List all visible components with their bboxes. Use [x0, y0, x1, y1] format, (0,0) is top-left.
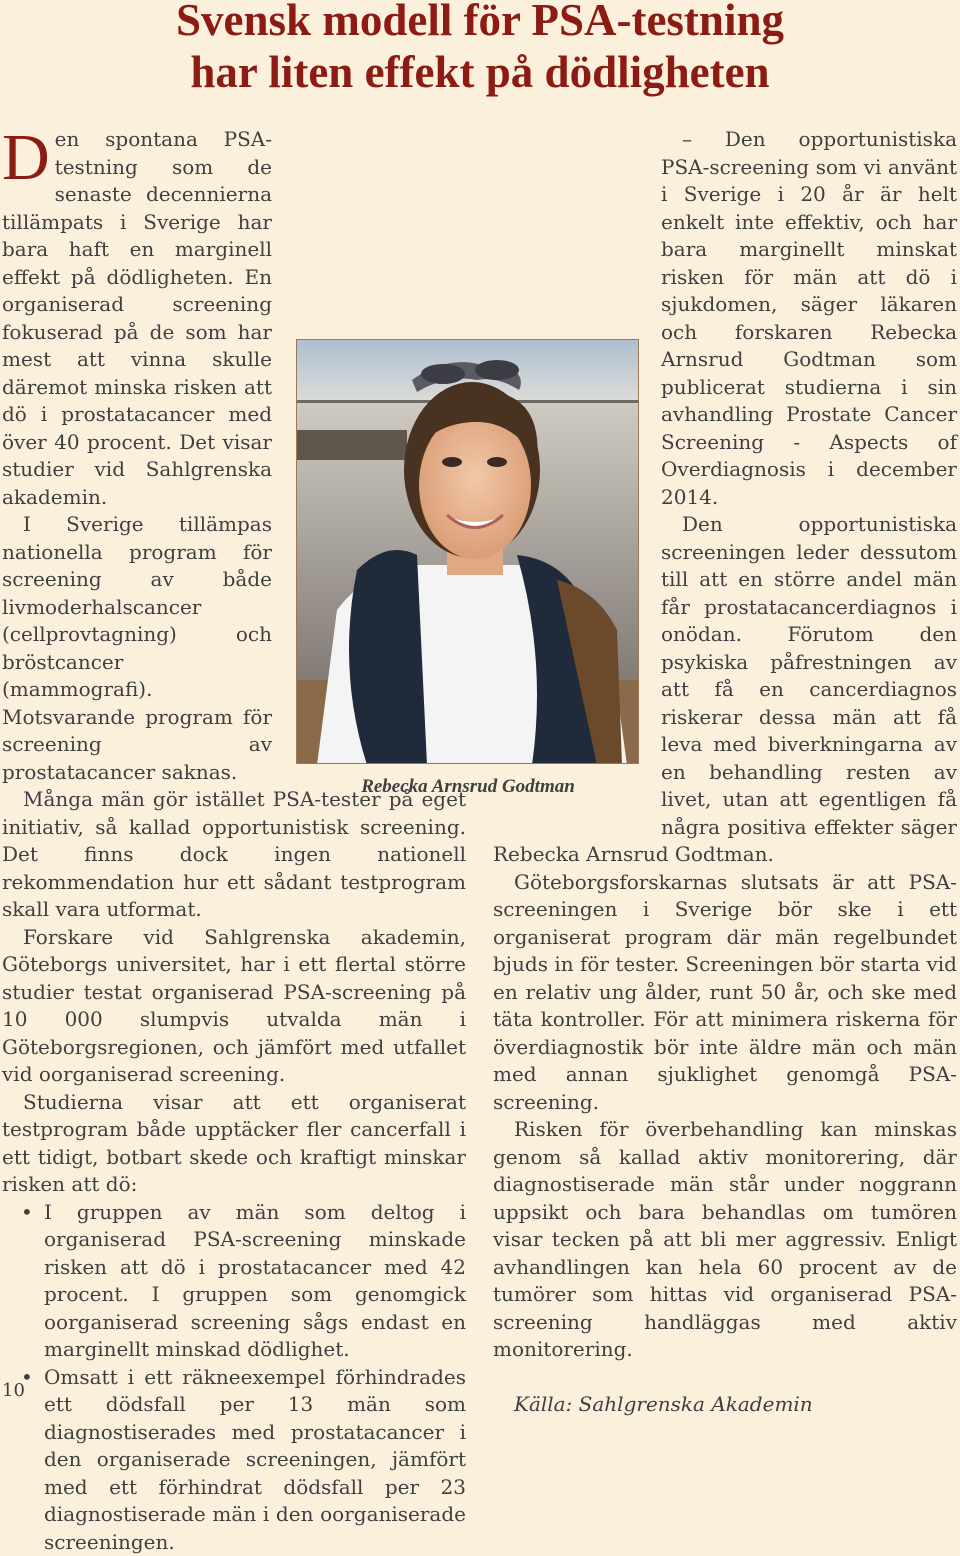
- paragraph-overdiagnosis: Den opportunistiska screeningen leder dessutom till att en större andel män får prostatacancerdiagnos i onödan. Förutom den psykiska påfrestningen av att få en cancerdiagnos riskerar dessa män att få leva med biverkningarna av en behandling resten av livet, utan att egentligen få några positiva effekter säger Rebecka Arnsrud Godtman.: [493, 511, 957, 869]
- intro-text: en spontana PSA-testning som de senaste decennierna tillämpats i Sverige har bara haft en marginell effekt på dödligheten. En organiserad screening fokuserad på de som har mest att vinna skulle däremot minska risken att dö i prostatacancer med över 40 procent. Det visar studier vid Sahlgrenska akademin.: [2, 127, 272, 509]
- paragraph-studies: Studierna visar att ett organiserat testprogram både upptäcker fler cancerfall i ett tidigt, botbart skede och kraftigt minskar risken att dö:: [2, 1089, 466, 1199]
- paragraph-opportunistic: Många män gör istället PSA-tester på eget initiativ, så kallad opportunistisk screening. Det finns dock ingen nationell rekommendation hur ett sådant testprogram skall vara utformat.: [2, 786, 466, 924]
- page-number: 10: [2, 1380, 25, 1401]
- results-list: [2, 1199, 466, 1556]
- paragraph-conclusion: Göteborgsforskarnas slutsats är att PSA-screeningen i Sverige bör ske i ett organiserat program där män regelbundet bjuds in för tester. Screeningen bör starta vid en relativ ung ålder, runt 50 år, och ske med täta kontroller. För att minimera riskerna för överdiagnostik bör inte äldre män och män med annan sjuklighet genomgå PSA-screening.: [493, 869, 957, 1117]
- title-line-1: Svensk modell för PSA-testning: [0, 0, 960, 46]
- drop-cap: D: [2, 132, 50, 184]
- title-line-2: har liten effekt på dödligheten: [0, 46, 960, 98]
- paragraph-national-programs: I Sverige tillämpas nationella program för screening av både livmoderhalscancer (cellprovtagning) och bröstcancer (mammografi). Motsvarande program för screening av prostatacancer saknas.: [2, 511, 466, 786]
- list-item: • I gruppen av män som deltog i organiserad PSA-screening minskade risken att dö i prostatacancer med 42 procent. I gruppen som genomgick oorganiserad screening sågs endast en marginellt minskad dödlighet.: [2, 1199, 466, 1364]
- source-line: Källa: Sahlgrenska Akademin: [493, 1391, 957, 1419]
- photo-caption: Rebecka Arnsrud Godtman: [346, 776, 590, 798]
- paragraph-quote: – Den opportunistiska PSA-screening som vi använt i Sverige i 20 år är helt enkelt inte effektiv, och har bara marginellt minskat risken för män att dö i sjukdomen, säger läkaren och forskaren Rebecka Arnsrud Godtman som publicerat studierna i sin avhandling Prostate Cancer Screening - Aspects of Overdiagnosis i december 2014.: [493, 126, 957, 511]
- portrait-illustration: [297, 340, 639, 764]
- portrait-photo: [296, 339, 639, 764]
- list-item: • Omsatt i ett räkneexempel förhindrades ett dödsfall per 13 män som diagnostiserades med prostatacancer i den organiserade screeningen, jämfört med ett förhindrat dödsfall per 23 diagnostiserade män i den oorganiserade screeningen.: [2, 1364, 466, 1556]
- paragraph-researchers: Forskare vid Sahlgrenska akademin, Göteborgs universitet, har i ett flertal större studier testat organiserad PSA-screening på 10 000 slumpvis utvalda män i Göteborgsregionen, och jämfört med utfallet vid oorganiserad screening.: [2, 924, 466, 1089]
- right-column: [493, 126, 957, 1418]
- article-title: [0, 0, 960, 98]
- paragraph-monitoring: Risken för överbehandling kan minskas genom så kallad aktiv monitorering, där diagnostiserade män står under noggrann uppsikt och bara behandlas om tumören visar tecken på att bli mer aggressiv. Enligt avhandlingen kan hela 60 procent av de tumörer som hittas vid organiserad PSA-screening handläggas med aktiv monitorering.: [493, 1116, 957, 1364]
